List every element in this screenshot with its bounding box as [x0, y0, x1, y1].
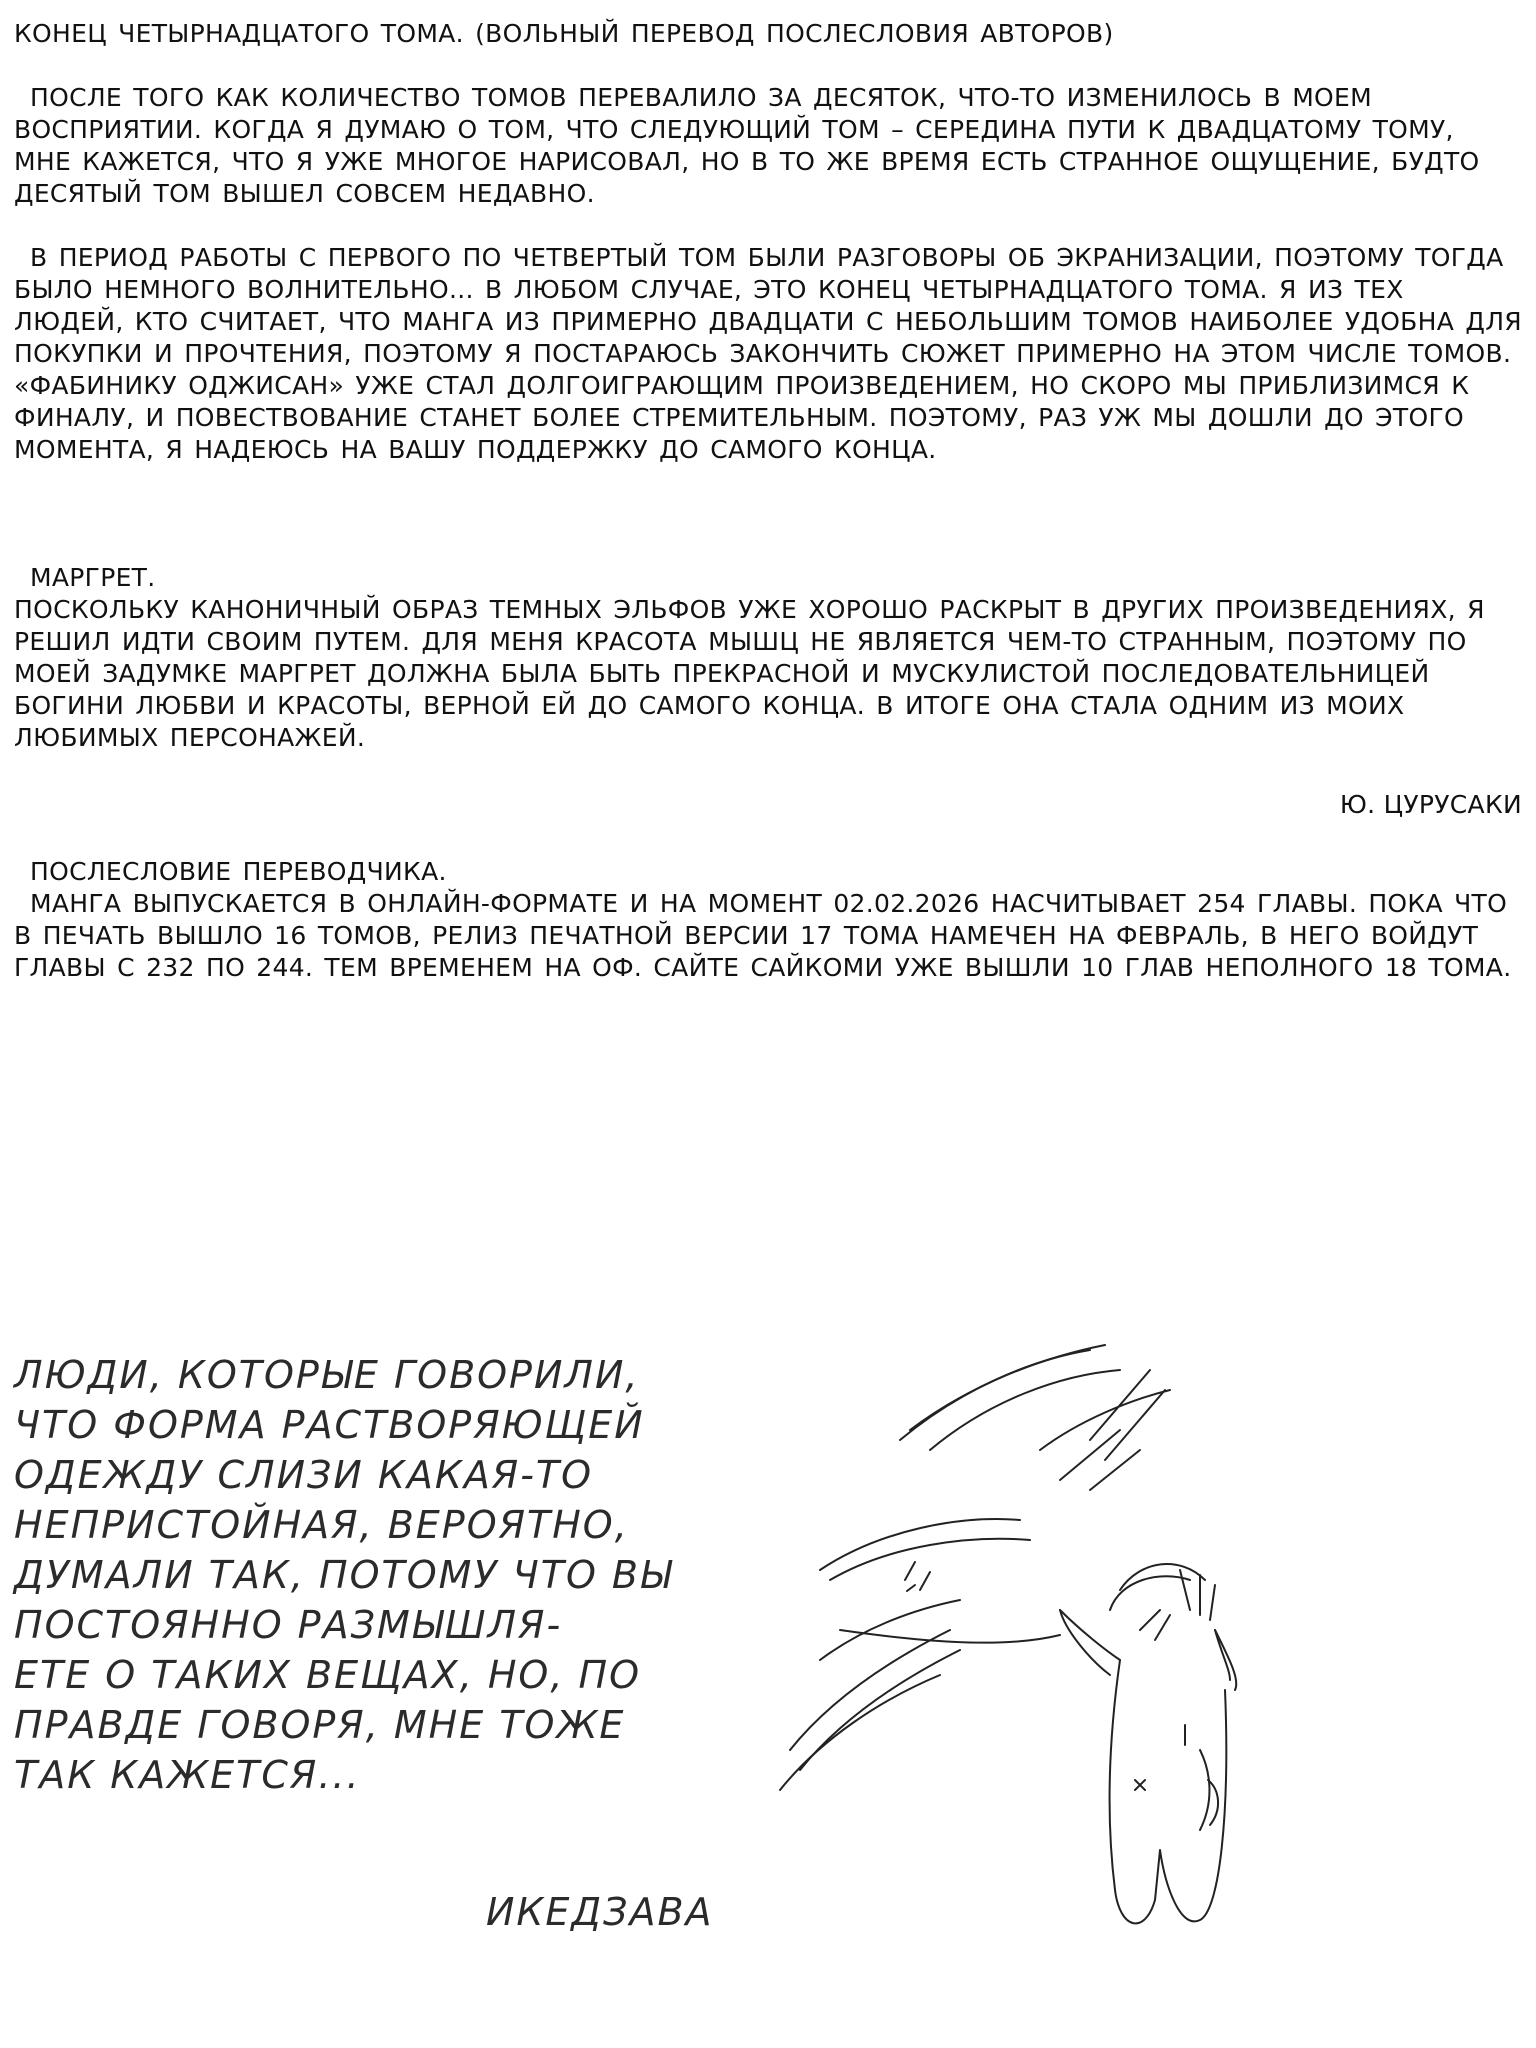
translator-afterword	[14, 856, 1522, 984]
page-title	[14, 18, 1522, 50]
illustrator-signature: ИКЕДЗАВА	[486, 1890, 714, 1934]
paragraph-text: В ПЕРИОД РАБОТЫ С ПЕРВОГО ПО ЧЕТВЕРТЫЙ ТОМ БЫЛИ РАЗГОВОРЫ ОБ ЭКРАНИЗАЦИИ, ПОЭТОМУ ТОГДА БЫЛО НЕМНОГО ВОЛНИТЕЛЬНО... В ЛЮБОМ СЛУЧАЕ, ЭТО КОНЕЦ ЧЕТЫРНАДЦАТОГО ТОМА. Я ИЗ ТЕХ ЛЮДЕЙ, КТО СЧИТАЕТ, ЧТО МАНГА ИЗ ПРИМЕРНО ДВАДЦАТИ С НЕБОЛЬШИМ ТОМОВ НАИБОЛЕЕ УДОБНА ДЛЯ ПОКУПКИ И ПРОЧТЕНИЯ, ПОЭТОМУ Я ПОСТАРАЮСЬ ЗАКОНЧИТЬ СЮЖЕТ ПРИМЕРНО НА ЭТОМ ЧИСЛЕ ТОМОВ. «ФАБИНИКУ ОДЖИСАН» УЖЕ СТАЛ ДОЛГОИГРАЮЩИМ ПРОИЗВЕДЕНИЕМ, НО СКОРО МЫ ПРИБЛИЗИМСЯ К ФИНАЛУ, И ПОВЕСТВОВАНИЕ СТАНЕТ БОЛЕЕ СТРЕМИТЕЛЬНЫМ. ПОЭТОМУ, РАЗ УЖ МЫ ДОШЛИ ДО ЭТОГО МОМЕНТА, Я НАДЕЮСЬ НА ВАШУ ПОДДЕРЖКУ ДО САМОГО КОНЦА.	[14, 243, 1522, 464]
handwritten-line: ПРАВДЕ ГОВОРЯ, МНЕ ТОЖЕ	[14, 1703, 626, 1747]
afterword-paragraph-2	[14, 242, 1522, 466]
handwritten-note	[14, 1350, 774, 1800]
paragraph-text: МАНГА ВЫПУСКАЕТСЯ В ОНЛАЙН-ФОРМАТЕ И НА МОМЕНТ 02.02.2026 НАСЧИТЫВАЕТ 254 ГЛАВЫ. ПОКА ЧТО В ПЕЧАТЬ ВЫШЛО 16 ТОМОВ, РЕЛИЗ ПЕЧАТНОЙ ВЕРСИИ 17 ТОМА НАМЕЧЕН НА ФЕВРАЛЬ, В НЕГО ВОЙДУТ ГЛАВЫ С 232 ПО 244. ТЕМ ВРЕМЕНЕМ НА ОФ. САЙТЕ САЙКОМИ УЖЕ ВЫШЛИ 10 ГЛАВ НЕПОЛНОГО 18 ТОМА.	[14, 889, 1512, 982]
paragraph-heading: МАРГРЕТ.	[30, 563, 156, 592]
afterword-paragraph-1	[14, 82, 1522, 210]
doodle-figure-sketch-icon	[760, 1330, 1320, 1950]
afterword-paragraph-margret	[14, 562, 1522, 754]
paragraph-text: ПОСЛЕ ТОГО КАК КОЛИЧЕСТВО ТОМОВ ПЕРЕВАЛИЛО ЗА ДЕСЯТОК, ЧТО-ТО ИЗМЕНИЛОСЬ В МОЕМ ВОСПРИЯТИИ. КОГДА Я ДУМАЮ О ТОМ, ЧТО СЛЕДУЮЩИЙ ТОМ – СЕРЕДИНА ПУТИ К ДВАДЦАТОМУ ТОМУ, МНЕ КАЖЕТСЯ, ЧТО Я УЖЕ МНОГОЕ НАРИСОВАЛ, НО В ТО ЖЕ ВРЕМЯ ЕСТЬ СТРАННОЕ ОЩУЩЕНИЕ, БУДТО ДЕСЯТЫЙ ТОМ ВЫШЕЛ СОВСЕМ НЕДАВНО.	[14, 83, 1480, 208]
handwritten-line: ДУМАЛИ ТАК, ПОТОМУ ЧТО ВЫ	[14, 1553, 674, 1597]
handwritten-line: НЕПРИСТОЙНАЯ, ВЕРОЯТНО,	[14, 1503, 629, 1547]
handwritten-line: ПОСТОЯННО РАЗМЫШЛЯ-	[14, 1603, 563, 1647]
handwritten-line: ЧТО ФОРМА РАСТВОРЯЮЩЕЙ	[14, 1403, 645, 1447]
handwritten-line: ЛЮДИ, КОТОРЫЕ ГОВОРИЛИ,	[14, 1353, 640, 1397]
author-signature: Ю. ЦУРУСАКИ	[1339, 790, 1522, 819]
paragraph-heading: ПОСЛЕСЛОВИЕ ПЕРЕВОДЧИКА.	[30, 857, 447, 886]
handwritten-line: ОДЕЖДУ СЛИЗИ КАКАЯ-ТО	[14, 1453, 594, 1497]
paragraph-text: ПОСКОЛЬКУ КАНОНИЧНЫЙ ОБРАЗ ТЕМНЫХ ЭЛЬФОВ УЖЕ ХОРОШО РАСКРЫТ В ДРУГИХ ПРОИЗВЕДЕНИЯХ, Я РЕШИЛ ИДТИ СВОИМ ПУТЕМ. ДЛЯ МЕНЯ КРАСОТА МЫШЦ НЕ ЯВЛЯЕТСЯ ЧЕМ-ТО СТРАННЫМ, ПОЭТОМУ ПО МОЕЙ ЗАДУМКЕ МАРГРЕТ ДОЛЖНА БЫЛА БЫТЬ ПРЕКРАСНОЙ И МУСКУЛИСТОЙ ПОСЛЕДОВАТЕЛЬНИЦЕЙ БОГИНИ ЛЮБВИ И КРАСОТЫ, ВЕРНОЙ ЕЙ ДО САМОГО КОНЦА. В ИТОГЕ ОНА СТАЛА ОДНИМ ИЗ МОИХ ЛЮБИМЫХ ПЕРСОНАЖЕЙ.	[14, 595, 1485, 752]
handwritten-line: ЕТЕ О ТАКИХ ВЕЩАХ, НО, ПО	[14, 1653, 641, 1697]
handwritten-line: ТАК КАЖЕТСЯ...	[14, 1753, 361, 1797]
page-title-text: КОНЕЦ ЧЕТЫРНАДЦАТОГО ТОМА. (ВОЛЬНЫЙ ПЕРЕВОД ПОСЛЕСЛОВИЯ АВТОРОВ)	[14, 19, 1114, 48]
